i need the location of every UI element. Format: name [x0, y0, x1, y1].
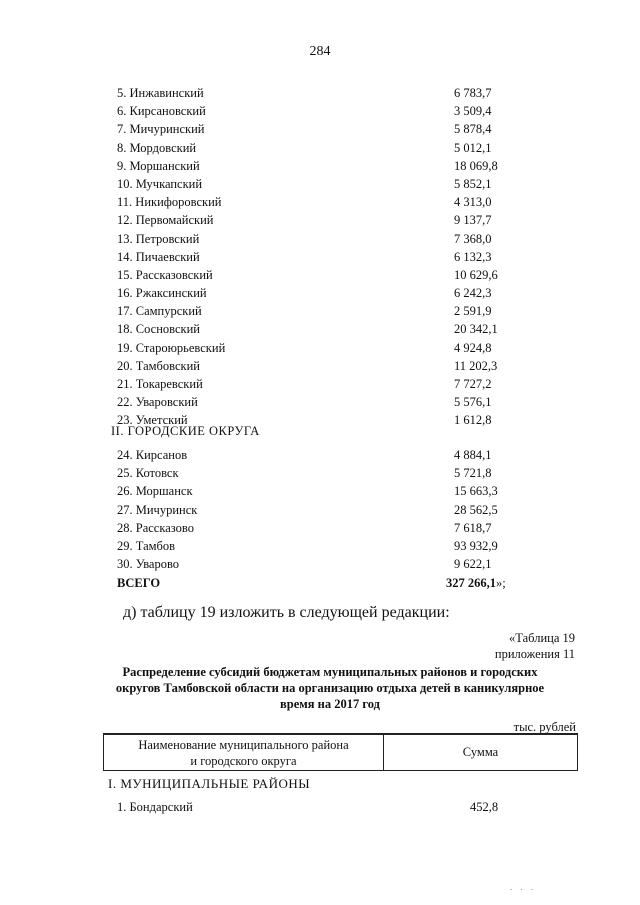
table-row: [111, 482, 531, 500]
row-value: 5 852,1: [454, 176, 492, 191]
table-row: [111, 157, 531, 175]
table-row: [111, 120, 531, 138]
table-row: [111, 501, 531, 519]
table-row: [111, 284, 531, 302]
row-value: 18 069,8: [454, 158, 498, 173]
row-value: 7 727,2: [454, 377, 492, 391]
row-name: 1. Бондарский: [117, 800, 193, 814]
table-row: [111, 393, 531, 411]
row-value: 28 562,5: [454, 502, 498, 517]
document-title-line1: Распределение субсидий бюджетам муниципальных районов и городских: [122, 665, 538, 679]
row-name: 14. Пичаевский: [117, 249, 200, 264]
table-row: [111, 230, 531, 248]
table-row: [111, 266, 531, 284]
row-name: 28. Рассказово: [117, 520, 194, 535]
row-value: 5 878,4: [454, 122, 492, 137]
row-value: 4 313,0: [454, 195, 492, 210]
table-row: [111, 302, 531, 320]
row-name: 20. Тамбовский: [117, 358, 200, 373]
table-row: [111, 519, 531, 537]
row-value: 11 202,3: [454, 358, 498, 373]
row-name: 30. Уварово: [117, 557, 180, 572]
row-value: 4 884,1: [454, 448, 492, 462]
row-value: 3 509,4: [454, 104, 492, 119]
header-column-sum: Сумма: [462, 745, 499, 759]
row-value: 6 783,7: [454, 86, 492, 100]
subsidy-table-districts: [111, 84, 531, 430]
total-value: 327 266,1: [446, 576, 496, 590]
row-name: 16. Ржаксинский: [117, 286, 207, 301]
row-value: 7 368,0: [454, 231, 492, 246]
amendment-instruction: д) таблицу 19 изложить в следующей редакции:: [123, 604, 450, 621]
row-value: 5 576,1: [454, 395, 492, 410]
row-name: 29. Тамбов: [117, 538, 176, 553]
row-value: 7 618,7: [454, 520, 492, 535]
table-reference: [380, 630, 575, 662]
table-row: [111, 84, 531, 102]
document-title: [100, 664, 560, 712]
row-name: 19. Староюрьевский: [117, 340, 226, 355]
row-name: 21. Токаревский: [117, 377, 203, 391]
row-value: 10 629,6: [454, 267, 498, 282]
table-row: [111, 464, 531, 482]
row-value: 6 242,3: [454, 286, 492, 301]
row-name: 26. Моршанск: [117, 484, 193, 499]
table-row: [111, 357, 531, 375]
row-value: 5 721,8: [454, 466, 492, 481]
table-row: [111, 446, 531, 464]
row-name: 12. Первомайский: [117, 213, 214, 228]
row-name: 25. Котовск: [117, 466, 179, 481]
row-value: 1 612,8: [454, 413, 492, 428]
header-column-name-line2: и городского округа: [190, 754, 297, 768]
table-row: [111, 537, 531, 555]
section-heading-urban-districts: II. ГОРОДСКИЕ ОКРУГА: [111, 424, 260, 438]
header-column-name: [104, 735, 384, 770]
table-header: [103, 733, 578, 771]
row-name: 11. Никифоровский: [117, 195, 222, 210]
row-name: 18. Сосновский: [117, 322, 200, 337]
row-name: 8. Мордовский: [117, 140, 197, 155]
table-row: [111, 375, 531, 393]
table-row: [111, 798, 531, 816]
table-row: [111, 193, 531, 211]
row-value: 5 012,1: [454, 140, 492, 155]
table-reference-line2: приложения 11: [494, 647, 575, 661]
row-value: 9 137,7: [454, 213, 492, 228]
row-name: 7. Мичуринский: [117, 122, 205, 137]
total-label: ВСЕГО: [117, 576, 161, 590]
subsidy-table-urban-districts: [111, 446, 531, 573]
row-value: 4 924,8: [454, 340, 492, 355]
table-row: [111, 102, 531, 120]
document-title-line3: время на 2017 год: [280, 697, 380, 711]
total-row: [111, 574, 551, 592]
table-row: [111, 211, 531, 229]
row-name: 13. Петровский: [117, 231, 200, 246]
row-name: 22. Уваровский: [117, 395, 198, 410]
section-heading-municipal-districts: I. МУНИЦИПАЛЬНЫЕ РАЙОНЫ: [108, 776, 311, 791]
row-value: 6 132,3: [454, 249, 492, 264]
table-row: [111, 339, 531, 357]
row-value: 452,8: [470, 800, 499, 814]
table-row: [111, 248, 531, 266]
scan-speck: . . .: [510, 882, 537, 892]
row-value: 93 932,9: [454, 538, 498, 553]
row-name: 6. Кирсановский: [117, 104, 206, 119]
total-value-wrap: [446, 574, 506, 592]
row-value: 9 622,1: [454, 557, 492, 572]
document-title-line2: округов Тамбовской области на организацию отдыха детей в каникулярное: [115, 681, 545, 695]
page-number: 284: [309, 44, 331, 59]
table-row: [111, 320, 531, 338]
table-row: [111, 175, 531, 193]
row-name: 15. Рассказовский: [117, 267, 213, 282]
row-value: 20 342,1: [454, 322, 498, 337]
units-label: тыс. рублей: [513, 720, 576, 734]
row-name: 23. Уметский: [117, 413, 188, 428]
row-name: 24. Кирсанов: [117, 448, 188, 462]
row-name: 27. Мичуринск: [117, 502, 198, 517]
row-name: 17. Сампурский: [117, 304, 202, 319]
row-name: 5. Инжавинский: [117, 86, 204, 100]
table-row: [111, 139, 531, 157]
row-name: 9. Моршанский: [117, 158, 200, 173]
table-reference-line1: «Таблица 19: [509, 631, 575, 645]
row-value: 15 663,3: [454, 484, 498, 499]
row-name: 10. Мучкапский: [117, 176, 203, 191]
row-value: 2 591,9: [454, 304, 492, 319]
header-column-name-line1: Наименование муниципального района: [138, 738, 349, 752]
total-suffix: »;: [496, 576, 506, 590]
table-row: [111, 555, 531, 573]
